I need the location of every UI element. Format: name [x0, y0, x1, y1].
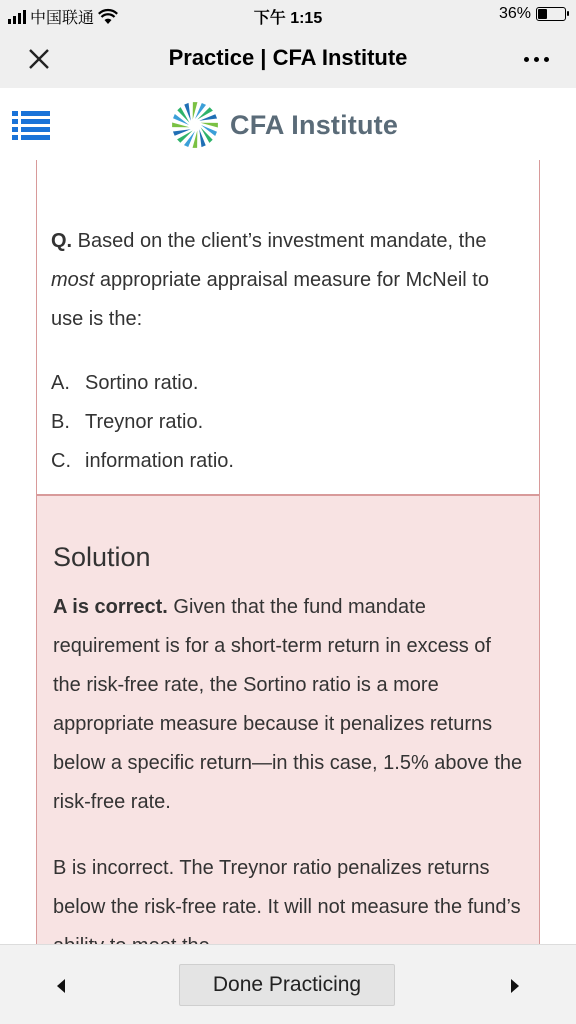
option-b: [51, 403, 521, 442]
cfa-logo-icon: [170, 100, 220, 150]
menu-icon[interactable]: [12, 108, 52, 142]
solution-correct: [53, 588, 523, 822]
site-header: [0, 88, 576, 160]
brand-name: CFA Institute: [230, 109, 399, 140]
option-text: Sortino ratio.: [85, 372, 199, 394]
nav-bar: [0, 30, 576, 88]
question-text-after: appropriate appraisal measure for McNeil to use is the:: [51, 269, 489, 330]
content-area[interactable]: [0, 160, 576, 944]
solution-box: [36, 495, 540, 955]
correct-label: A is correct.: [53, 596, 168, 618]
question-box: [36, 160, 540, 495]
answer-options: [51, 364, 521, 481]
question-label: Q.: [51, 230, 73, 252]
status-bar: [0, 0, 576, 30]
solution-title: Solution: [53, 542, 151, 572]
solution-incorrect: B is incorrect. The Treynor ratio penalizes returns below the risk-free rate. It will not measure the fund’s: [53, 857, 521, 918]
question-emphasis: most: [51, 269, 95, 291]
carrier-label: 中国联通: [30, 10, 95, 27]
brand[interactable]: [170, 100, 398, 150]
logo-blade: [172, 123, 189, 128]
more-icon[interactable]: [516, 40, 556, 78]
page-title: Practice | CFA Institute: [168, 45, 408, 70]
arrow-right-icon[interactable]: [504, 975, 526, 997]
option-a: [51, 364, 521, 403]
logo-blade: [201, 123, 218, 128]
option-text: information ratio.: [85, 450, 234, 472]
option-letter: A.: [51, 372, 70, 394]
logo-blade: [193, 102, 198, 119]
option-letter: B.: [51, 411, 70, 433]
battery-icon: [536, 7, 566, 21]
question-text-before: Based on the client’s investment mandate, the: [72, 230, 487, 252]
status-time: 下午 1:15: [253, 10, 323, 27]
question-text: [51, 222, 521, 339]
bottom-bar: [0, 944, 576, 1024]
arrow-left-icon[interactable]: [50, 975, 72, 997]
logo-blade: [193, 131, 198, 148]
correct-text: Given that the fund mandate requirement is for a short-term return in excess of the risk-free rate, the Sortino ratio is a more appropriate measure because it penalizes returns below a specific return—in this case, 1.5% above the risk-free rate.: [53, 596, 523, 813]
option-letter: C.: [51, 450, 71, 472]
done-practicing-button[interactable]: Done Practicing: [179, 964, 395, 1006]
option-c: [51, 442, 521, 481]
status-right: [499, 5, 566, 23]
battery-percent: 36%: [498, 5, 531, 22]
option-text: Treynor ratio.: [85, 411, 204, 433]
